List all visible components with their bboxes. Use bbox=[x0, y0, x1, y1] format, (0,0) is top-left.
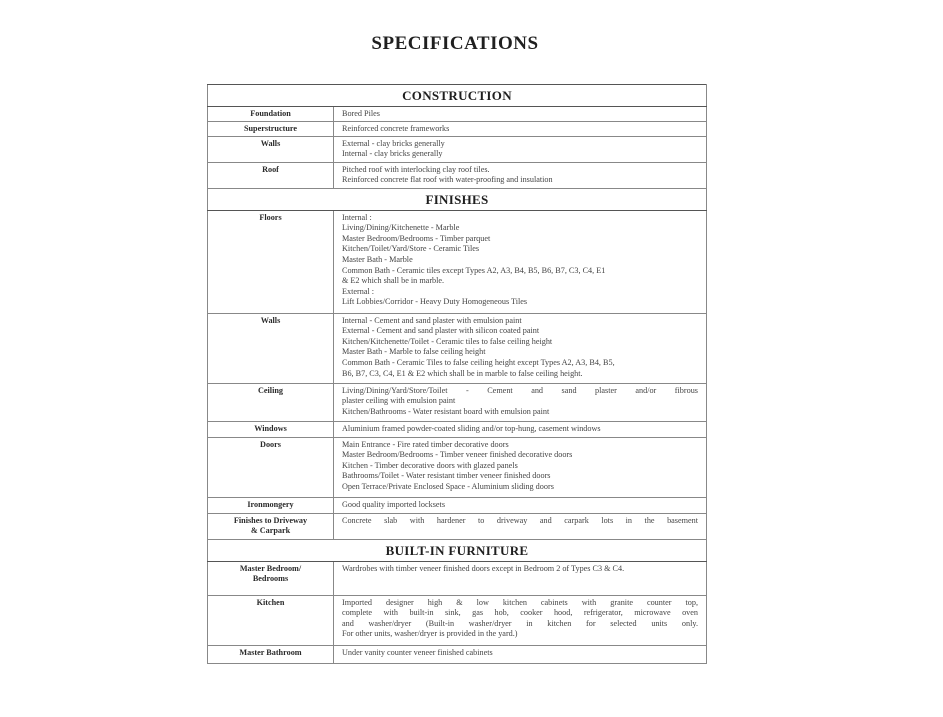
spec-label-line: Windows bbox=[254, 423, 287, 433]
spec-label-line: Master Bathroom bbox=[239, 647, 302, 657]
spec-value bbox=[334, 210, 707, 313]
spec-value-line: Living/Dining/Kitchenette - Marble bbox=[342, 223, 460, 233]
spec-value bbox=[334, 162, 707, 188]
spec-value-line: Reinforced concrete frameworks bbox=[342, 123, 450, 133]
spec-label bbox=[208, 561, 334, 595]
spec-value-line: Bored Piles bbox=[342, 109, 380, 118]
spec-value-line: Kitchen/Kitchenette/Toilet - Ceramic tiles to false ceiling height bbox=[342, 336, 553, 346]
specifications-table bbox=[207, 84, 707, 664]
spec-label-line: Walls bbox=[260, 138, 281, 148]
section-heading: CONSTRUCTION bbox=[208, 85, 707, 107]
spec-value-line: Pitched roof with interlocking clay roof tiles. bbox=[342, 164, 490, 174]
spec-value bbox=[334, 107, 707, 122]
spec-value-line: Good quality imported locksets bbox=[342, 499, 446, 509]
spec-row bbox=[208, 121, 707, 136]
spec-value-line: External - Cement and sand plaster with silicon coated paint bbox=[342, 326, 540, 336]
section-heading: FINISHES bbox=[208, 188, 707, 210]
spec-label-line: Bedrooms bbox=[252, 574, 289, 584]
spec-label bbox=[208, 136, 334, 162]
spec-value-line: complete with built-in sink, gas hob, cooker hood, refrigerator, microwave oven bbox=[342, 608, 698, 618]
spec-value-line: External : bbox=[342, 286, 375, 296]
spec-row bbox=[208, 210, 707, 313]
spec-value-line: Imported designer high & low kitchen cabinets with granite counter top, bbox=[342, 597, 698, 607]
spec-label bbox=[208, 513, 334, 539]
spec-label-line: Foundation bbox=[250, 109, 291, 118]
spec-value bbox=[334, 437, 707, 497]
spec-value-line: Master Bedroom/Bedrooms - Timber parquet bbox=[342, 233, 491, 243]
spec-row bbox=[208, 497, 707, 513]
spec-label bbox=[208, 313, 334, 383]
spec-row bbox=[208, 313, 707, 383]
spec-value bbox=[334, 421, 707, 437]
spec-label bbox=[208, 437, 334, 497]
spec-value-line: & E2 which shall be in marble. bbox=[342, 276, 445, 286]
spec-label bbox=[208, 162, 334, 188]
spec-value-line: Reinforced concrete flat roof with water-proofing and insulation bbox=[342, 175, 553, 185]
spec-value-line: Kitchen - Timber decorative doors with glazed panels bbox=[342, 460, 518, 470]
spec-value-line: Master Bath - Marble to false ceiling height bbox=[342, 347, 486, 357]
spec-value-line: Common Bath - Ceramic tiles except Types A2, A3, B4, B5, B6, B7, C3, C4, E1 bbox=[342, 265, 606, 275]
spec-label-line: Doors bbox=[260, 439, 281, 449]
section-heading-row bbox=[208, 188, 707, 210]
spec-value-line: and washer/dryer (Built-in washer/dryer in kitchen for selected units only. bbox=[342, 618, 698, 628]
section-heading: BUILT-IN FURNITURE bbox=[208, 539, 707, 561]
spec-value bbox=[334, 497, 707, 513]
spec-value-line: Bathrooms/Toilet - Water resistant timber veneer finished doors bbox=[342, 471, 551, 481]
spec-value-line: For other units, washer/dryer is provided in the yard.) bbox=[342, 629, 518, 639]
spec-value bbox=[334, 136, 707, 162]
spec-value-line: Lift Lobbies/Corridor - Heavy Duty Homogeneous Tiles bbox=[342, 297, 528, 307]
spec-value bbox=[334, 645, 707, 663]
spec-label-line: Master Bedroom/ bbox=[239, 563, 302, 573]
spec-value-line: plaster ceiling with emulsion paint bbox=[342, 396, 456, 406]
spec-row bbox=[208, 136, 707, 162]
spec-value-line: Open Terrace/Private Enclosed Space - Aluminium sliding doors bbox=[342, 481, 554, 491]
spec-value-line: Master Bedroom/Bedrooms - Timber veneer finished decorative doors bbox=[342, 450, 573, 460]
spec-label bbox=[208, 595, 334, 645]
spec-label-line: Ironmongery bbox=[247, 499, 294, 509]
spec-row bbox=[208, 595, 707, 645]
spec-value-line: Wardrobes with timber veneer finished doors except in Bedroom 2 of Types C3 & C4. bbox=[342, 563, 625, 573]
spec-value-line: Kitchen/Toilet/Yard/Store - Ceramic Tiles bbox=[342, 244, 480, 254]
spec-value-line: B6, B7, C3, C4, E1 & E2 which shall be in marble to false ceiling height. bbox=[342, 368, 583, 378]
spec-label bbox=[208, 645, 334, 663]
spec-value bbox=[334, 561, 707, 595]
spec-value bbox=[334, 513, 707, 539]
spec-row bbox=[208, 645, 707, 663]
spec-value-line: Internal - clay bricks generally bbox=[342, 149, 443, 159]
spec-label-line: Roof bbox=[262, 164, 279, 174]
spec-value-line: Common Bath - Ceramic Tiles to false ceiling height except Types A2, A3, B4, B5, bbox=[342, 357, 615, 367]
spec-label-line: Finishes to Driveway bbox=[233, 515, 308, 525]
spec-row bbox=[208, 383, 707, 421]
section-heading-row bbox=[208, 539, 707, 561]
spec-value bbox=[334, 121, 707, 136]
spec-label-line: Ceiling bbox=[257, 385, 284, 395]
spec-value-line: External - clay bricks generally bbox=[342, 138, 445, 148]
spec-value bbox=[334, 313, 707, 383]
spec-label bbox=[208, 210, 334, 313]
spec-row bbox=[208, 561, 707, 595]
spec-value bbox=[334, 595, 707, 645]
spec-label-line: Walls bbox=[260, 315, 281, 325]
spec-label-line: & Carpark bbox=[250, 526, 291, 536]
spec-row bbox=[208, 437, 707, 497]
spec-value-line: Internal - Cement and sand plaster with emulsion paint bbox=[342, 315, 522, 325]
section-heading-row bbox=[208, 85, 707, 107]
spec-value-line: Aluminium framed powder-coated sliding and/or top-hung, casement windows bbox=[342, 423, 601, 433]
spec-row bbox=[208, 513, 707, 539]
spec-label-line: Superstructure bbox=[243, 123, 298, 133]
spec-label bbox=[208, 497, 334, 513]
spec-row bbox=[208, 107, 707, 122]
spec-label bbox=[208, 107, 334, 122]
spec-value-line: Kitchen/Bathrooms - Water resistant board with emulsion paint bbox=[342, 406, 550, 416]
spec-value-line: Under vanity counter veneer finished cabinets bbox=[342, 647, 493, 657]
spec-row bbox=[208, 162, 707, 188]
spec-row bbox=[208, 421, 707, 437]
spec-value-line: Internal : bbox=[342, 212, 372, 222]
spec-label bbox=[208, 421, 334, 437]
spec-value-line: Living/Dining/Yard/Store/Toilet - Cement and sand plaster and/or fibrous bbox=[342, 385, 698, 395]
spec-label bbox=[208, 121, 334, 136]
spec-label-line: Kitchen bbox=[256, 597, 285, 607]
spec-value-line: Concrete slab with hardener to driveway and carpark lots in the basement bbox=[342, 515, 698, 525]
spec-label bbox=[208, 383, 334, 421]
page-title: SPECIFICATIONS bbox=[371, 33, 539, 54]
spec-label-line: Floors bbox=[259, 212, 282, 222]
spec-value bbox=[334, 383, 707, 421]
spec-value-line: Main Entrance - Fire rated timber decorative doors bbox=[342, 439, 509, 449]
spec-value-line: Master Bath - Marble bbox=[342, 254, 413, 264]
